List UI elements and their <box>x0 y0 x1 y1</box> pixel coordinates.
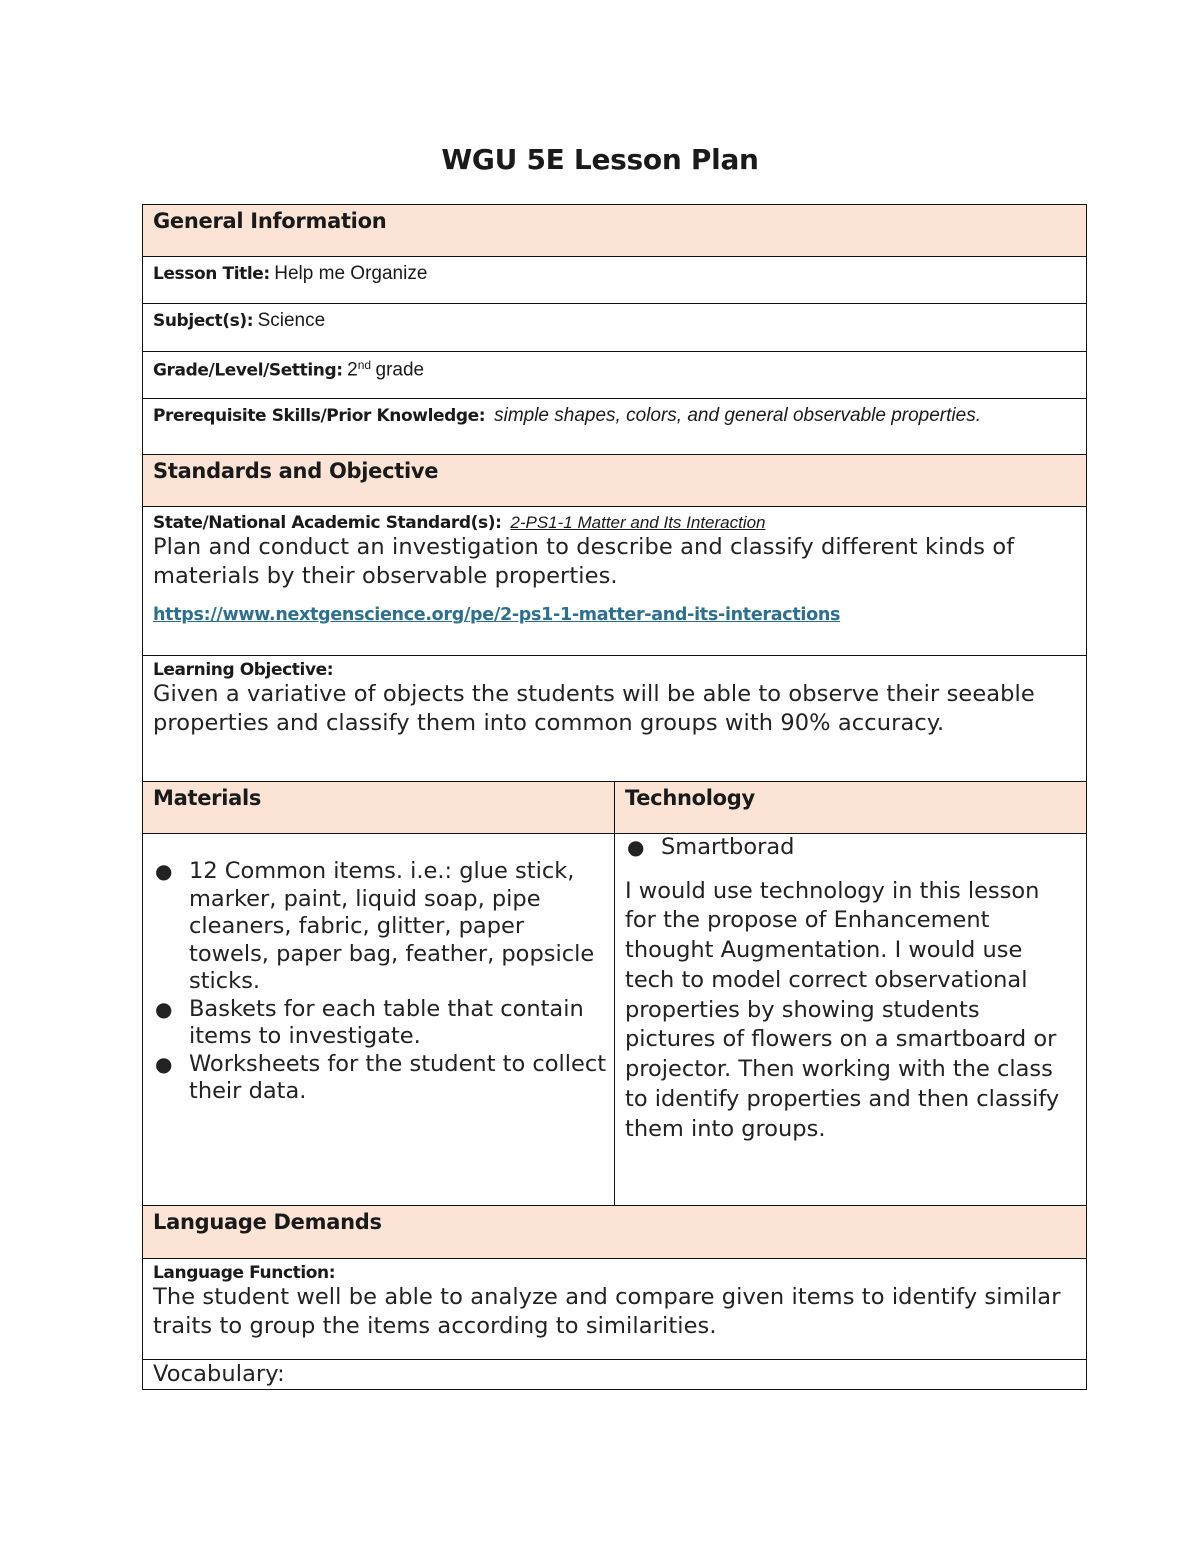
bullet-icon: ● <box>627 835 645 859</box>
technology-cell <box>615 834 1087 1206</box>
lesson-title-label: Lesson Title: <box>153 264 270 284</box>
standards-header: Standards and Objective <box>143 455 1087 507</box>
lesson-plan-table <box>142 204 1087 1390</box>
page-title: WGU 5E Lesson Plan <box>441 143 759 176</box>
technology-description: I would use technology in this lesson for the propose of Enhancement thought Augmentation. I would use tech to model correct observational properties by showing students pictures of flowers on a smartboard or projector. Then working with the class to identify properties and then classify them into groups. <box>625 877 1060 1142</box>
lesson-title-row <box>143 257 1087 304</box>
list-item: ● Smartborad <box>627 834 795 860</box>
bullet-icon: ● <box>155 996 173 1021</box>
subjects-value: Science <box>257 310 326 331</box>
subjects-row <box>143 304 1087 352</box>
vocabulary-row <box>143 1360 1087 1390</box>
language-demands-header: Language Demands <box>143 1206 1087 1259</box>
vocabulary-label: Vocabulary: <box>153 1361 285 1387</box>
prereq-value: simple shapes, colors, and general observable properties. <box>494 405 981 426</box>
grade-number: 2 <box>347 359 358 381</box>
objective-row <box>143 656 1087 782</box>
subjects-label: Subject(s): <box>153 311 254 331</box>
standard-text: Plan and conduct an investigation to describe and classify different kinds of materials by their observable properties. <box>153 534 1015 589</box>
language-function-text: The student well be able to analyze and compare given items to identify similar traits to group the items according to similarities. <box>153 1284 1061 1339</box>
language-function-label: Language Function: <box>153 1263 336 1283</box>
objective-label: Learning Objective: <box>153 660 334 680</box>
general-information-header: General Information <box>143 205 1087 257</box>
grade-superscript: nd <box>357 358 372 372</box>
grade-row <box>143 352 1087 399</box>
prereq-row <box>143 399 1087 455</box>
prereq-label: Prerequisite Skills/Prior Knowledge: <box>153 406 486 426</box>
technology-list <box>625 834 1076 862</box>
bullet-icon: ● <box>155 1051 173 1076</box>
standard-code[interactable]: 2-PS1-1 Matter and Its Interaction <box>510 513 766 532</box>
list-item: ● Worksheets for the student to collect their data. <box>155 1050 607 1104</box>
technology-header: Technology <box>615 782 1087 834</box>
materials-list <box>153 858 608 1106</box>
materials-cell <box>143 834 615 1206</box>
materials-header: Materials <box>143 782 615 834</box>
bullet-icon: ● <box>155 859 173 883</box>
language-function-row <box>143 1259 1087 1360</box>
grade-label: Grade/Level/Setting: <box>153 360 343 381</box>
objective-text: Given a variative of objects the students will be able to observe their seeable properties and classify them into common groups with 90% accuracy. <box>153 681 1035 736</box>
standards-row <box>143 507 1087 656</box>
lesson-title-value: Help me Organize <box>274 263 428 284</box>
standard-url-link[interactable]: https://www.nextgenscience.org/pe/2-ps1-1-matter-and-its-interactions <box>153 605 841 625</box>
grade-suffix: grade <box>375 359 425 381</box>
list-item: ● Baskets for each table that contain items to investigate. <box>155 995 584 1049</box>
list-item: ● 12 Common items. i.e.: glue stick, marker, paint, liquid soap, pipe cleaners, fabric, glitter, paper towels, paper bag, feather, popsicle sticks. <box>155 858 595 994</box>
standard-label: State/National Academic Standard(s): <box>153 513 502 533</box>
